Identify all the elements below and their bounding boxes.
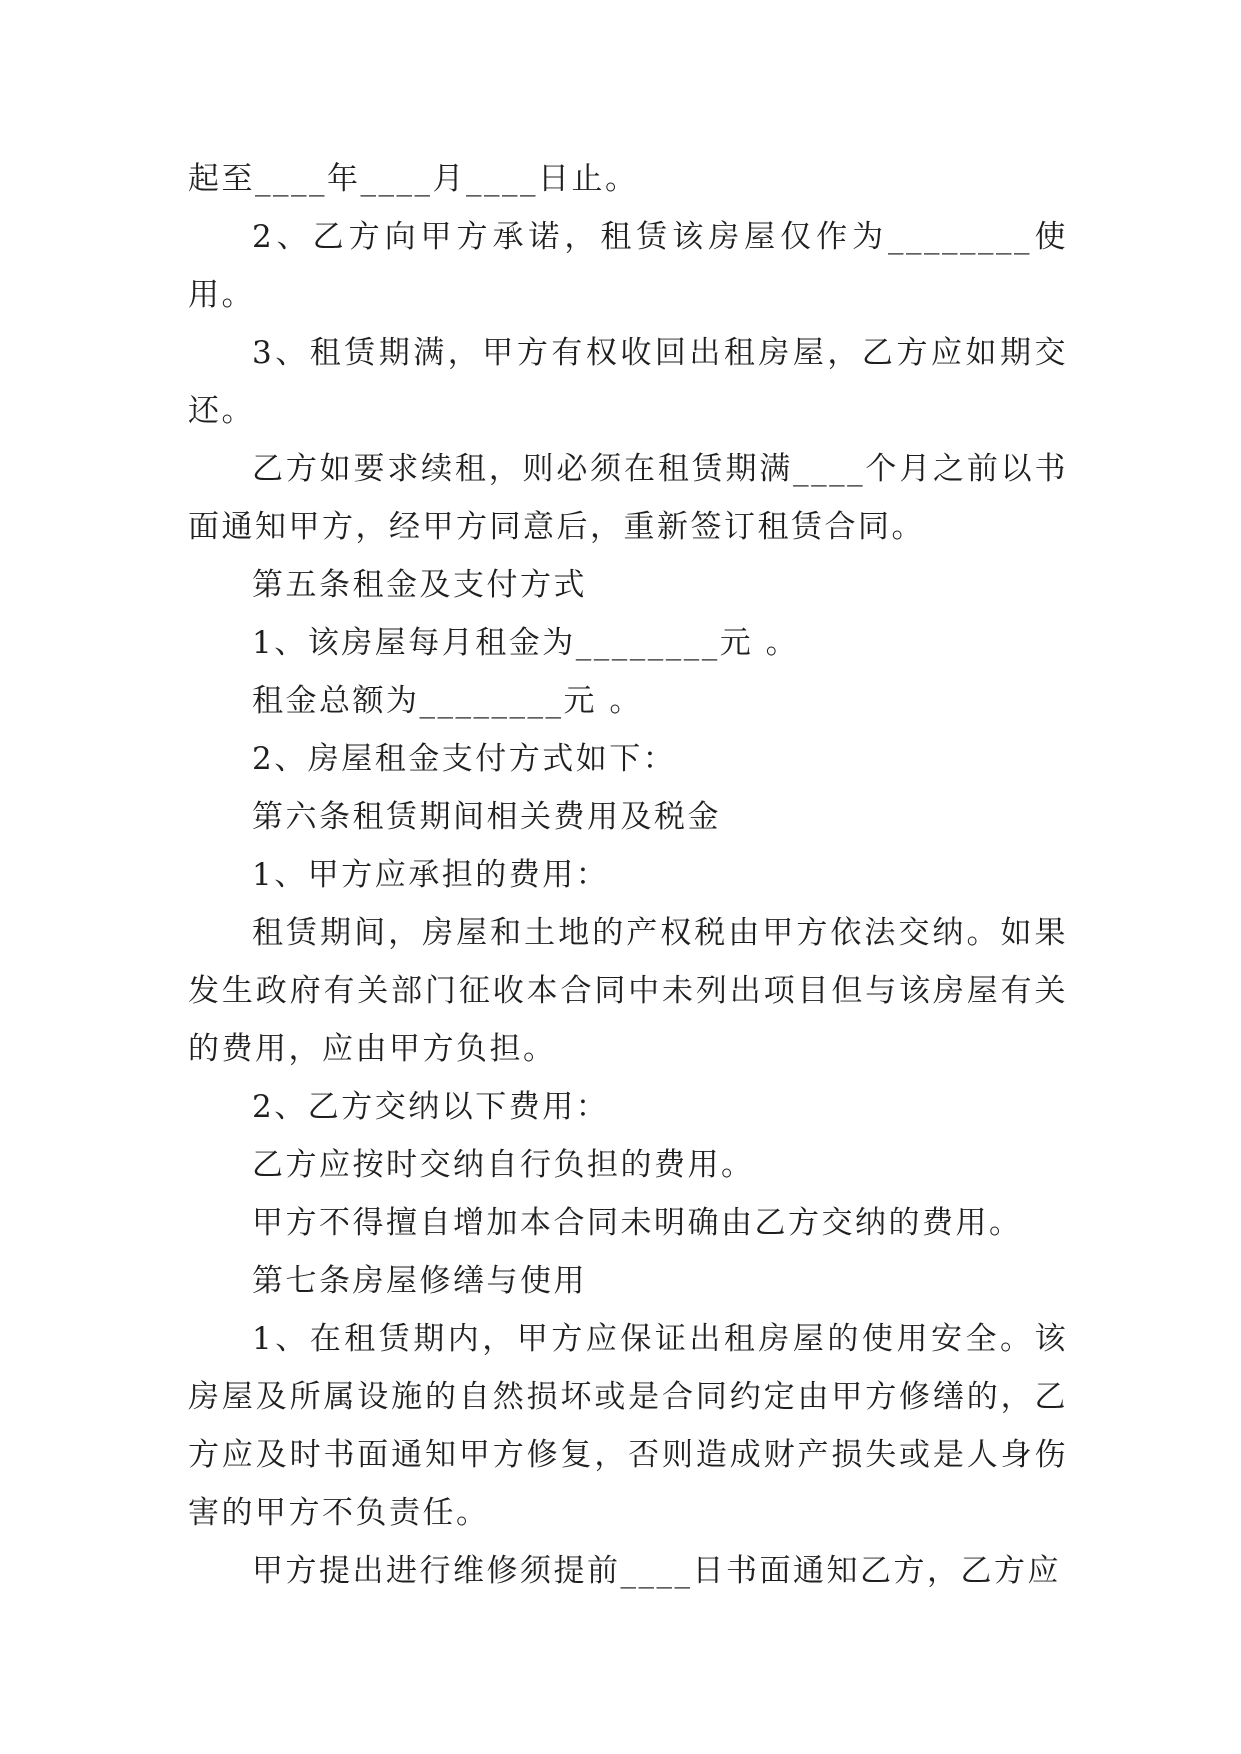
section-heading-repairs: 第七条房屋修缮与使用: [252, 1263, 587, 1299]
paragraph-monthly-rent: 1、该房屋每月租金为________元 。: [252, 625, 800, 661]
paragraph-total-rent: 租金总额为________元 。: [252, 683, 643, 719]
paragraph-safety-repairs: 1、在租赁期内，甲方应保证出租房屋的使用安全。该房屋及所属设施的自然损坏或是合同约定由甲方修缮的，乙方应及时书面通知甲方修复，否则造成财产损失或是人身伤害的甲方不负责任。: [188, 1321, 1068, 1531]
paragraph-payment-method: 2、房屋租金支付方式如下：: [252, 741, 677, 777]
paragraph-lease-expiry: 3、租赁期满，甲方有权收回出租房屋，乙方应如期交还。: [188, 335, 1068, 429]
paragraph-usage-promise: 2、乙方向甲方承诺，租赁该房屋仅作为________使用。: [188, 219, 1068, 313]
paragraph-property-tax: 租赁期间，房屋和土地的产权税由甲方依法交纳。如果发生政府有关部门征收本合同中未列出项目但与该房屋有关的费用，应由甲方负担。: [188, 915, 1068, 1067]
paragraph-no-extra-fees: 甲方不得擅自增加本合同未明确由乙方交纳的费用。: [252, 1205, 1023, 1241]
paragraph-party-b-payment: 乙方应按时交纳自行负担的费用。: [252, 1147, 755, 1183]
paragraph-party-b-fees: 2、乙方交纳以下费用：: [252, 1089, 610, 1125]
section-heading-fees-taxes: 第六条租赁期间相关费用及税金: [252, 799, 721, 835]
document-body: [188, 150, 1068, 1600]
paragraph-renewal: 乙方如要求续租，则必须在租赁期满____个月之前以书面通知甲方，经甲方同意后，重新签订租赁合同。: [188, 451, 1068, 545]
section-heading-rent: 第五条租金及支付方式: [252, 567, 587, 603]
paragraph-repair-notice: 甲方提出进行维修须提前____日书面通知乙方，乙方应: [252, 1553, 1061, 1589]
paragraph-party-a-fees: 1、甲方应承担的费用：: [252, 857, 610, 893]
paragraph-lease-end-date: 起至____年____月____日止。: [188, 161, 639, 197]
